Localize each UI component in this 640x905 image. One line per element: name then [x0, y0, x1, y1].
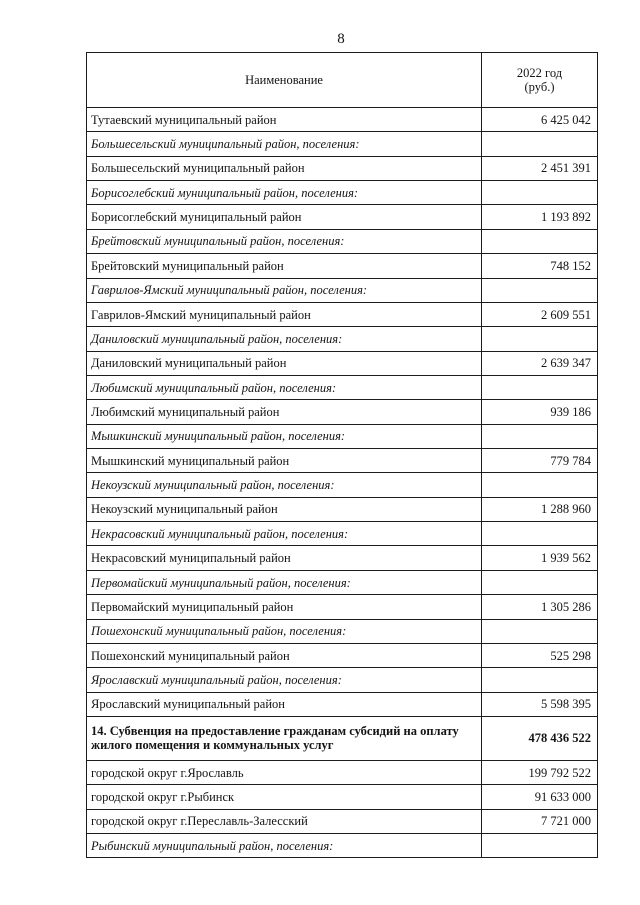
row-amount-cell: 2 609 551 [482, 302, 598, 326]
row-amount-cell: 1 288 960 [482, 497, 598, 521]
row-amount-cell [482, 278, 598, 302]
row-amount-cell [482, 522, 598, 546]
row-amount-cell: 5 598 395 [482, 692, 598, 716]
row-amount-cell: 6 425 042 [482, 108, 598, 132]
group-heading-row [87, 424, 598, 448]
header-name-cell [87, 53, 482, 108]
row-name-cell: Пошехонский муниципальный район, поселения: [87, 619, 482, 643]
row-name-cell: Тутаевский муниципальный район [87, 108, 482, 132]
group-heading-row [87, 522, 598, 546]
group-heading-row [87, 327, 598, 351]
group-heading-row [87, 375, 598, 399]
row-name-cell: Гаврилов-Ямский муниципальный район, поселения: [87, 278, 482, 302]
group-heading-row [87, 181, 598, 205]
row-name-cell: Брейтовский муниципальный район, поселения: [87, 229, 482, 253]
table-row [87, 760, 598, 784]
row-name-cell: Брейтовский муниципальный район [87, 254, 482, 278]
row-amount-cell: 779 784 [482, 449, 598, 473]
group-heading-row [87, 834, 598, 858]
row-name-cell: Рыбинский муниципальный район, поселения: [87, 834, 482, 858]
table-body [87, 108, 598, 858]
row-name-cell: Большесельский муниципальный район, поселения: [87, 132, 482, 156]
row-name-cell: 14. Субвенция на предоставление гражданам субсидий на оплату жилого помещения и коммунальных услуг [87, 716, 482, 760]
table-row [87, 643, 598, 667]
table-row [87, 108, 598, 132]
row-amount-cell [482, 424, 598, 448]
row-name-cell: городской округ г.Ярославль [87, 760, 482, 784]
row-amount-cell: 939 186 [482, 400, 598, 424]
row-amount-cell: 2 639 347 [482, 351, 598, 375]
budget-table [86, 52, 598, 858]
row-amount-cell: 525 298 [482, 643, 598, 667]
row-name-cell: Любимский муниципальный район [87, 400, 482, 424]
row-amount-cell: 199 792 522 [482, 760, 598, 784]
row-name-cell: Ярославский муниципальный район [87, 692, 482, 716]
page-number: 8 [337, 31, 345, 47]
row-name-cell: Некоузский муниципальный район, поселения: [87, 473, 482, 497]
row-amount-cell [482, 181, 598, 205]
group-heading-row [87, 132, 598, 156]
table-row [87, 449, 598, 473]
section-total-row [87, 716, 598, 760]
row-amount-cell [482, 473, 598, 497]
row-name-cell: Гаврилов-Ямский муниципальный район [87, 302, 482, 326]
row-name-cell: Борисоглебский муниципальный район, поселения: [87, 181, 482, 205]
row-amount-cell: 2 451 391 [482, 156, 598, 180]
row-name-cell: Первомайский муниципальный район [87, 595, 482, 619]
group-heading-row [87, 278, 598, 302]
row-amount-cell [482, 619, 598, 643]
row-name-cell: Даниловский муниципальный район, поселения: [87, 327, 482, 351]
table-row [87, 595, 598, 619]
table-row [87, 809, 598, 833]
row-name-cell: Некрасовский муниципальный район [87, 546, 482, 570]
table-header [87, 53, 598, 108]
table-row [87, 497, 598, 521]
row-amount-cell: 1 939 562 [482, 546, 598, 570]
header-unit-label: (руб.) [524, 80, 555, 94]
row-name-cell: Пошехонский муниципальный район [87, 643, 482, 667]
row-name-cell: Любимский муниципальный район, поселения: [87, 375, 482, 399]
row-name-cell: Борисоглебский муниципальный район [87, 205, 482, 229]
table-row [87, 156, 598, 180]
row-name-cell: Первомайский муниципальный район, поселения: [87, 570, 482, 594]
table-row [87, 546, 598, 570]
table-header-row [87, 53, 598, 108]
row-amount-cell: 478 436 522 [482, 716, 598, 760]
group-heading-row [87, 668, 598, 692]
table-row [87, 400, 598, 424]
row-amount-cell: 1 305 286 [482, 595, 598, 619]
table-row [87, 205, 598, 229]
row-name-cell: городской округ г.Рыбинск [87, 785, 482, 809]
group-heading-row [87, 229, 598, 253]
row-amount-cell [482, 327, 598, 351]
row-name-cell: Даниловский муниципальный район [87, 351, 482, 375]
header-amount-cell [482, 53, 598, 108]
row-amount-cell: 1 193 892 [482, 205, 598, 229]
row-name-cell: Мышкинский муниципальный район [87, 449, 482, 473]
row-name-cell: Некрасовский муниципальный район, поселения: [87, 522, 482, 546]
table-row [87, 302, 598, 326]
row-name-cell: городской округ г.Переславль-Залесский [87, 809, 482, 833]
row-amount-cell: 7 721 000 [482, 809, 598, 833]
row-amount-cell [482, 668, 598, 692]
row-name-cell: Мышкинский муниципальный район, поселения: [87, 424, 482, 448]
row-amount-cell [482, 570, 598, 594]
header-name-label: Наименование [245, 73, 323, 87]
group-heading-row [87, 619, 598, 643]
table-row [87, 785, 598, 809]
row-amount-cell: 748 152 [482, 254, 598, 278]
row-name-cell: Большесельский муниципальный район [87, 156, 482, 180]
row-amount-cell [482, 132, 598, 156]
row-amount-cell [482, 375, 598, 399]
table-row [87, 692, 598, 716]
table-row [87, 254, 598, 278]
row-amount-cell [482, 229, 598, 253]
table-row [87, 351, 598, 375]
group-heading-row [87, 570, 598, 594]
group-heading-row [87, 473, 598, 497]
row-amount-cell [482, 834, 598, 858]
row-amount-cell: 91 633 000 [482, 785, 598, 809]
header-year-label: 2022 год [516, 66, 563, 80]
row-name-cell: Некоузский муниципальный район [87, 497, 482, 521]
row-name-cell: Ярославский муниципальный район, поселения: [87, 668, 482, 692]
